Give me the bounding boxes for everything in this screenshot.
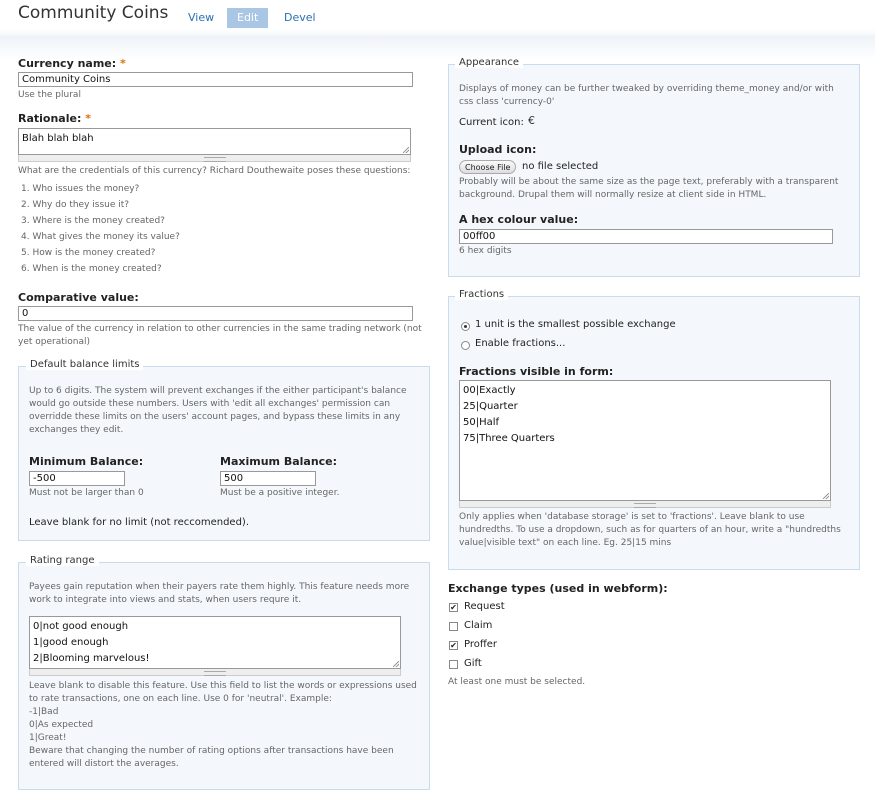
rating-help-7: entered will distort the averages. [29,759,179,769]
min-balance-help: Must not be larger than 0 [29,488,144,498]
rating-line: 0|not good enough [33,621,129,632]
list-item: 3. Where is the money created? [21,216,165,226]
max-balance-help: Must be a positive integer. [220,488,340,498]
rating-textarea[interactable] [29,616,401,669]
fraction-line: 50|Half [463,417,500,428]
min-balance-input[interactable]: -500 [29,471,125,486]
current-icon-label: Current icon: [459,117,524,128]
radio-enable-fractions-label: Enable fractions... [475,338,566,349]
fraction-line: 75|Three Quarters [463,433,555,444]
balance-desc-3: overridde these limits on the users' account pages, and bypass these limits in any [29,412,401,422]
list-item: 5. How is the money created? [21,248,156,258]
fractions-textarea[interactable] [459,380,831,501]
hex-colour-help: 6 hex digits [459,246,512,256]
tab-edit[interactable]: Edit [227,8,268,28]
checkbox-proffer[interactable]: ✔ [450,641,457,650]
resize-handle-icon[interactable] [393,661,399,667]
max-balance-input[interactable]: 500 [220,471,316,486]
balance-desc-1: Up to 6 digits. The system will prevent exchanges if the either participant's balance [29,386,407,396]
list-item: 6. When is the money created? [21,264,162,274]
checkbox-claim-label: Claim [464,620,493,631]
radio-smallest-unit[interactable] [461,322,470,331]
rationale-value: Blah blah blah [22,133,94,144]
comparative-label: Comparative value: [18,291,139,304]
header-fade [0,36,875,60]
tab-view[interactable]: View [188,11,215,24]
rationale-label [18,112,91,125]
checkbox-request-label: Request [464,601,505,612]
upload-icon-label: Upload icon: [459,143,537,156]
rationale-help: What are the credentials of this currency? Richard Douthewaite poses these questions: [18,166,411,176]
required-mark: * [85,112,91,125]
balance-note: Leave blank for no limit (not reccomended). [29,517,249,528]
appearance-legend: Appearance [455,57,523,68]
rating-help-1: Leave blank to disable this feature. Use this field to list the words or expressions used [29,681,417,691]
rating-desc-2: work to integrate into views and stats, when users requre it. [29,595,302,605]
checkbox-request[interactable]: ✔ [450,603,457,612]
balance-desc-4: exchanges they edit. [29,425,124,435]
fractions-visible-label: Fractions visible in form: [459,365,614,378]
currency-name-help: Use the plural [18,90,81,100]
comparative-input[interactable]: 0 [18,306,413,321]
rating-help-2: to rate transactions, one on each line. Use 0 for 'neutral'. Example: [29,694,332,704]
radio-smallest-unit-label: 1 unit is the smallest possible exchange [475,319,676,330]
appearance-desc-1: Displays of money can be further tweaked by overriding theme_money and/or with [459,84,834,94]
fractions-help-2: hundredths. To use a dropdown, such as for quarters of an hour, write a "hundredths [459,525,841,535]
rating-help-5: 1|Great! [29,733,67,743]
balance-legend: Default balance limits [26,359,143,370]
no-file-text: no file selected [522,161,599,172]
currency-name-label-text: Currency name: [18,57,117,70]
checkbox-gift-label: Gift [464,658,482,669]
appearance-desc-2: css class 'currency-0' [459,97,555,107]
checkbox-gift[interactable] [449,660,458,669]
rating-help-6: Beware that changing the number of rating options after transactions have been [29,746,394,756]
checkbox-proffer-label: Proffer [464,639,498,650]
hex-colour-input[interactable]: 00ff00 [459,229,833,244]
max-balance-label: Maximum Balance: [220,455,338,468]
rating-desc-1: Payees gain reputation when their payers rate them highly. This feature needs more [29,582,410,592]
choose-file-button[interactable]: Choose File [459,160,516,174]
resize-handle-icon[interactable] [403,147,409,153]
rating-line: 1|good enough [33,637,109,648]
checkbox-claim[interactable] [449,622,458,631]
fractions-legend: Fractions [455,289,508,300]
rating-line: 2|Blooming marvelous! [33,653,150,664]
radio-enable-fractions[interactable] [461,341,470,350]
fractions-grippie[interactable] [459,501,831,508]
exchange-types-label: Exchange types (used in webform): [448,582,668,595]
rationale-textarea[interactable] [18,128,411,155]
currency-name-label [18,57,126,70]
currency-name-input[interactable]: Community Coins [18,72,413,87]
rationale-grippie[interactable] [18,155,411,162]
fraction-line: 25|Quarter [463,401,518,412]
questions-list [21,181,180,277]
fractions-help-3: value|visible text" on each line. Eg. 25|15 mins [459,538,672,548]
tab-devel[interactable]: Devel [284,11,316,24]
comparative-help-1: The value of the currency in relation to other currencies in the same trading network (not [18,324,422,334]
rating-help-3: -1|Bad [29,707,59,717]
coin-icon: € [528,114,535,127]
list-item: 2. Why do they issue it? [21,200,130,210]
list-item: 4. What gives the money its value? [21,232,180,242]
upload-help-1: Probably will be about the same size as the page text, preferably with a transparent [459,177,839,187]
comparative-help-2: yet operational) [18,337,90,347]
resize-handle-icon[interactable] [823,493,829,499]
page-title: Community Coins [18,3,169,23]
min-balance-label: Minimum Balance: [29,455,144,468]
upload-help-2: background. Drupal them will normally resize at client side in HTML. [459,190,767,200]
required-mark: * [119,57,126,70]
rationale-label-text: Rationale: [18,112,82,125]
exchange-types-help: At least one must be selected. [448,677,586,687]
fraction-line: 00|Exactly [463,385,516,396]
hex-colour-label: A hex colour value: [459,213,579,226]
rating-help-4: 0|As expected [29,720,94,730]
rating-grippie[interactable] [29,669,401,676]
rating-legend: Rating range [26,555,99,566]
balance-desc-2: would go outside these numbers. Users with 'edit all exchanges' permission can [29,399,391,409]
fractions-help-1: Only applies when 'database storage' is set to 'fractions'. Leave blank to use [459,512,805,522]
list-item: 1. Who issues the money? [21,184,140,194]
